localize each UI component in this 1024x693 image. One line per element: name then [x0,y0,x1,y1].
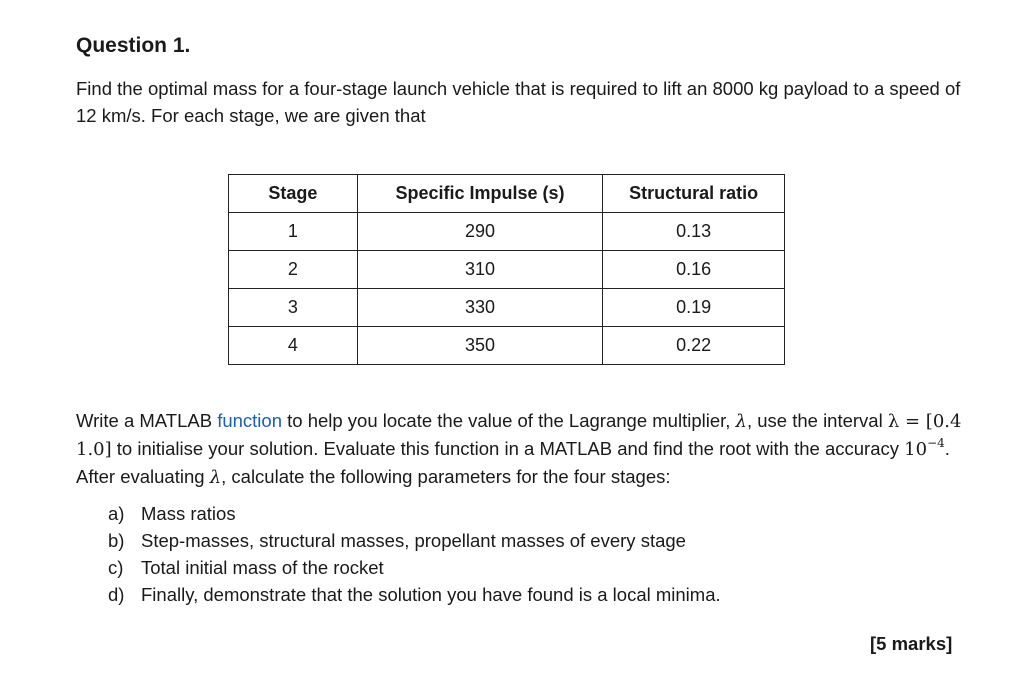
instructions-text: to initialise your solution. Evaluate this function in a MATLAB and find the root with the accuracy [111,438,905,459]
task-text: Finally, demonstrate that the solution you have found is a local minima. [141,584,721,605]
task-list [108,500,721,608]
header-structural-ratio: Structural ratio [603,175,785,213]
instructions-text: , use the interval [746,410,888,431]
instructions-text: , calculate the following parameters for the four stages: [221,466,671,487]
task-text: Total initial mass of the rocket [141,557,384,578]
list-item [108,554,721,581]
instructions-paragraph [76,407,966,491]
header-stage: Stage [229,175,358,213]
marks-label: [5 marks] [870,633,953,654]
cell-stage: 1 [229,213,358,251]
cell-structural-ratio: 0.13 [603,213,785,251]
question-intro: Find the optimal mass for a four-stage launch vehicle that is required to lift an 8000 kg payload to a speed of 12 km/s. For each stage, we are given that [76,78,961,126]
cell-specific-impulse: 310 [357,251,602,289]
table-row [229,251,785,289]
instructions-text: . After evaluating [76,438,950,487]
stage-table [228,174,785,365]
accuracy-value: $10^{-4}$ [904,436,945,460]
table-row [229,327,785,365]
function-link[interactable]: function [217,410,282,431]
task-marker: d) [108,584,125,605]
task-text: Mass ratios [141,503,236,524]
table-row [229,213,785,251]
table-header-row [229,175,785,213]
lambda-symbol: λ [735,411,747,432]
cell-specific-impulse: 290 [357,213,602,251]
task-marker: c) [108,557,124,578]
list-item [108,500,721,527]
table-row [229,289,785,327]
cell-stage: 4 [229,327,358,365]
task-text: Step-masses, structural masses, propellant masses of every stage [141,530,686,551]
question-title: Question 1. [76,34,191,57]
task-marker: a) [108,503,125,524]
list-item [108,581,721,608]
cell-structural-ratio: 0.22 [603,327,785,365]
list-item [108,527,721,554]
cell-specific-impulse: 330 [357,289,602,327]
cell-structural-ratio: 0.16 [603,251,785,289]
instructions-text: to help you locate the value of the Lagrange multiplier, [281,410,736,431]
cell-stage: 2 [229,251,358,289]
lambda-symbol: λ [209,467,222,488]
instructions-text: Write a MATLAB [76,410,218,431]
header-specific-impulse: Specific Impulse (s) [357,175,602,213]
cell-structural-ratio: 0.19 [603,289,785,327]
cell-specific-impulse: 350 [357,327,602,365]
interval-equation: λ = [0.4 1.0] [76,411,962,460]
cell-stage: 3 [229,289,358,327]
task-marker: b) [108,530,125,551]
